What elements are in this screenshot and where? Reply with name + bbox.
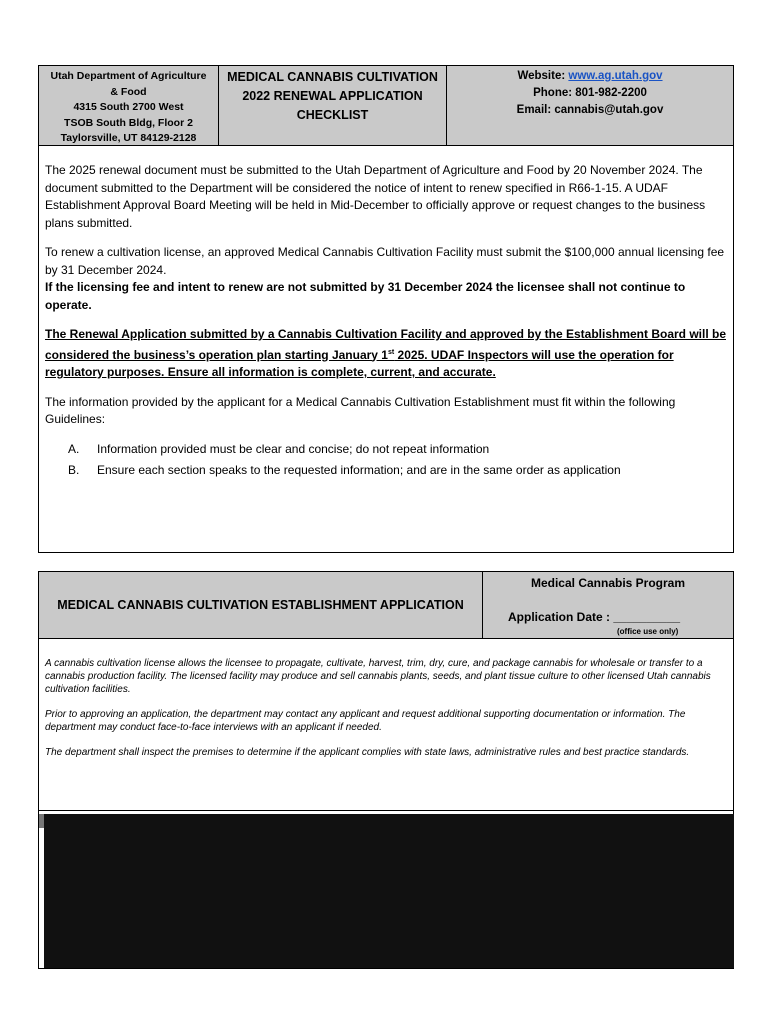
list-letter: A. (68, 441, 80, 456)
application-section (38, 571, 734, 969)
intro-paragraph: The 2025 renewal document must be submitted to the Utah Department of Agriculture and Food by 20 November 2024. The document submitted to the Department will be considered the notice of intent to renew specified in R66-1-15. A UDAF Establishment Approval Board Meeting will be held in Mid-December to officially approve or request changes to the business plans submitted. (45, 163, 706, 230)
agency-line: TSOB South Bldg, Floor 2 (64, 116, 193, 129)
operation-plan-notice (45, 326, 729, 382)
fee-text: To renew a cultivation license, an approved Medical Cannabis Cultivation Facility must submit the $100,000 annual licensing fee by 31 December 2024. (45, 245, 725, 277)
program-name: Medical Cannabis Program (530, 576, 686, 590)
application-description (45, 657, 721, 771)
list-text: Information provided must be clear and concise; do not repeat information (97, 441, 490, 456)
agency-line: Utah Department of Agriculture (50, 70, 207, 82)
email-line: Email: cannabis@utah.gov (516, 104, 664, 116)
agency-address-block (39, 66, 219, 146)
agency-line: & Food (110, 85, 147, 98)
notice-part-1: The Renewal Application submitted by a Cannabis Cultivation Facility and approved by the Establishment Board will be considered the business’s operation plan starting January 1 (45, 327, 726, 362)
divider (39, 810, 733, 811)
website-label: Website: (517, 70, 569, 82)
license-paragraph: A cannabis cultivation license allows the licensee to propagate, cultivate, harvest, trim, dry, cure, and package cannabis for wholesale or transfer to a cannabis production facility. The licensed facility may produce and sell cannabis plants, seeds, and plant tissue culture to other licensed Utah cannabis cultivation facilities. (45, 658, 711, 695)
renewal-checklist-section (38, 65, 734, 553)
website-line (447, 68, 733, 85)
checklist-body (45, 162, 729, 484)
redacted-panel (44, 814, 734, 968)
title-line: 2022 RENEWAL APPLICATION (242, 89, 423, 103)
fee-warning: If the licensing fee and intent to renew are not submitted by 31 December 2024 the licensee shall not continue to operate. (45, 280, 686, 312)
office-use-note: (office use only) (617, 627, 679, 636)
website-link[interactable]: www.ag.utah.gov (568, 70, 663, 82)
notice-part-2: 2025. UDAF Inspectors will use the operation for regulatory purposes. Ensure all information is complete, current, and accurate. (45, 347, 674, 379)
list-item (45, 441, 729, 459)
guidelines-list (45, 441, 729, 480)
application-title: MEDICAL CANNABIS CULTIVATION ESTABLISHMENT APPLICATION (39, 572, 483, 639)
agency-line: 4315 South 2700 West (73, 101, 184, 113)
fee-paragraph (45, 244, 729, 314)
guidelines-intro: The information provided by the applicant for a Medical Cannabis Cultivation Establishment must fit within the following Guidelines: (45, 394, 676, 426)
list-letter: B. (68, 463, 80, 477)
approval-paragraph: Prior to approving an application, the department may contact any applicant and request additional supporting documentation or information. The department may conduct face-to-face interviews with an applicant if needed. (45, 709, 686, 733)
application-meta (483, 572, 733, 639)
phone-line: Phone: 801-982-2200 (533, 87, 647, 99)
contact-block (447, 66, 733, 146)
list-item (45, 462, 729, 480)
title-line: MEDICAL CANNABIS CULTIVATION (227, 70, 438, 84)
application-date-field[interactable]: Application Date : __________ (508, 610, 681, 624)
title-line: CHECKLIST (296, 108, 369, 122)
document-title (219, 66, 447, 146)
list-text: Ensure each section speaks to the requested information; and are in the same order as application (97, 463, 621, 477)
agency-line: Taylorsville, UT 84129-2128 (60, 132, 197, 144)
inspection-paragraph: The department shall inspect the premises to determine if the applicant complies with state laws, administrative rules and best practice standards. (45, 747, 690, 758)
notice-sup: st (387, 348, 395, 356)
